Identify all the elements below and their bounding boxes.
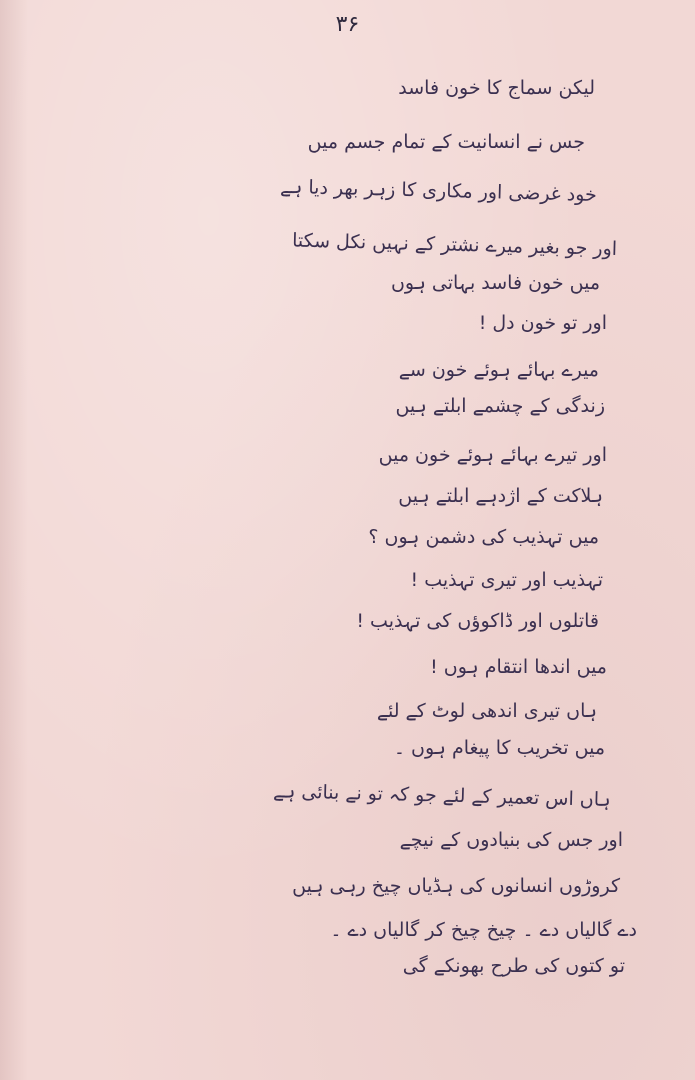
poem-line: میں اندھا انتقام ہوں ! xyxy=(430,656,607,678)
poem-line: قاتلوں اور ڈاکوؤں کی تہذیب ! xyxy=(356,610,599,632)
poem-line: اور جو بغیر میرے نشتر کے نہیں نکل سکتا xyxy=(291,229,618,260)
poem-line: میں خون فاسد بہاتی ہوں xyxy=(390,272,600,294)
poem-line: دے گالیاں دے ۔ چیخ چیخ کر گالیاں دے ۔ xyxy=(330,919,637,941)
poem-line: اور تیرے بہائے ہوئے خون میں xyxy=(378,444,607,466)
poem-line: ہلاکت کے اژدہے ابلتے ہیں xyxy=(398,485,603,507)
poem-line: کروڑوں انسانوں کی ہڈیاں چیخ رہی ہیں xyxy=(292,875,620,897)
poem-line: جس نے انسانیت کے تمام جسم میں xyxy=(307,131,585,153)
poem-line: لیکن سماج کا خون فاسد xyxy=(398,77,595,99)
poem-line: ہاں تیری اندھی لوٹ کے لئے xyxy=(376,700,597,722)
page-edge-shadow xyxy=(0,0,28,1080)
poem-line: میں تہذیب کی دشمن ہوں ؟ xyxy=(368,526,599,548)
page-number: ۳۶ xyxy=(335,12,360,37)
poem-line: تو کتوں کی طرح بھونکے گی xyxy=(402,955,625,977)
poem-line: میرے بہائے ہوئے خون سے xyxy=(398,359,599,381)
poem-line: میں تخریب کا پیغام ہوں ۔ xyxy=(393,737,605,759)
poem-line: ہاں اس تعمیر کے لئے جو کہ تو نے بنائی ہے xyxy=(273,780,612,811)
poem-line: اور تو خون دل ! xyxy=(478,312,607,334)
poem-line: خود غرضی اور مکاری کا زہر بھر دیا ہے xyxy=(279,175,598,206)
poem-line: تہذیب اور تیری تہذیب ! xyxy=(410,569,603,591)
poem-line: اور جس کی بنیادوں کے نیچے xyxy=(399,829,623,851)
poem-line: زندگی کے چشمے ابلتے ہیں xyxy=(395,395,605,417)
